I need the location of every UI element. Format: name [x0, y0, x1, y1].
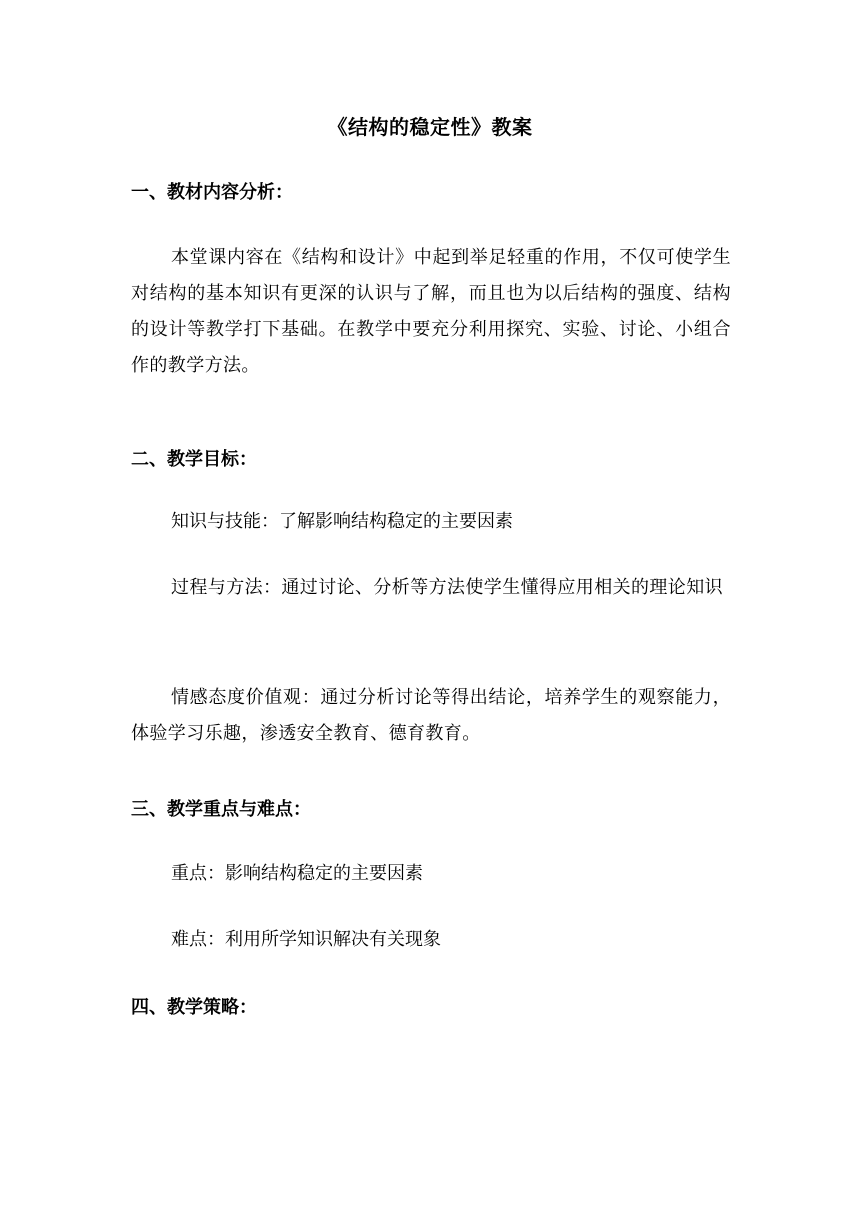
- section-heading-key-points: 三、教学重点与难点：: [131, 799, 311, 820]
- section-heading-strategy: 四、教学策略：: [131, 997, 257, 1018]
- paragraph-attitude-values: 情感态度价值观：通过分析讨论等得出结论，培养学生的观察能力，体验学习乐趣，渗透安全教育、德育教育。: [131, 687, 731, 744]
- paragraph-content-analysis: 本堂课内容在《结构和设计》中起到举足轻重的作用，不仅可使学生对结构的基本知识有更深的认识与了解，而且也为以后结构的强度、结构的设计等教学打下基础。在教学中要充分利用探究、实验、讨论、小组合作的教学方法。: [131, 247, 731, 376]
- paragraph-knowledge-skills: 知识与技能：了解影响结构稳定的主要因素: [171, 511, 513, 532]
- section-heading-objectives: 二、教学目标：: [131, 449, 257, 470]
- paragraph-process-methods: 过程与方法：通过讨论、分析等方法使学生懂得应用相关的理论知识: [171, 577, 723, 598]
- paragraph-key-point: 重点：影响结构稳定的主要因素: [171, 863, 423, 884]
- paragraph-difficult-point: 难点：利用所学知识解决有关现象: [171, 929, 441, 950]
- document-title: 《结构的稳定性》教案: [327, 115, 533, 139]
- section-heading-content-analysis: 一、教材内容分析：: [131, 182, 293, 203]
